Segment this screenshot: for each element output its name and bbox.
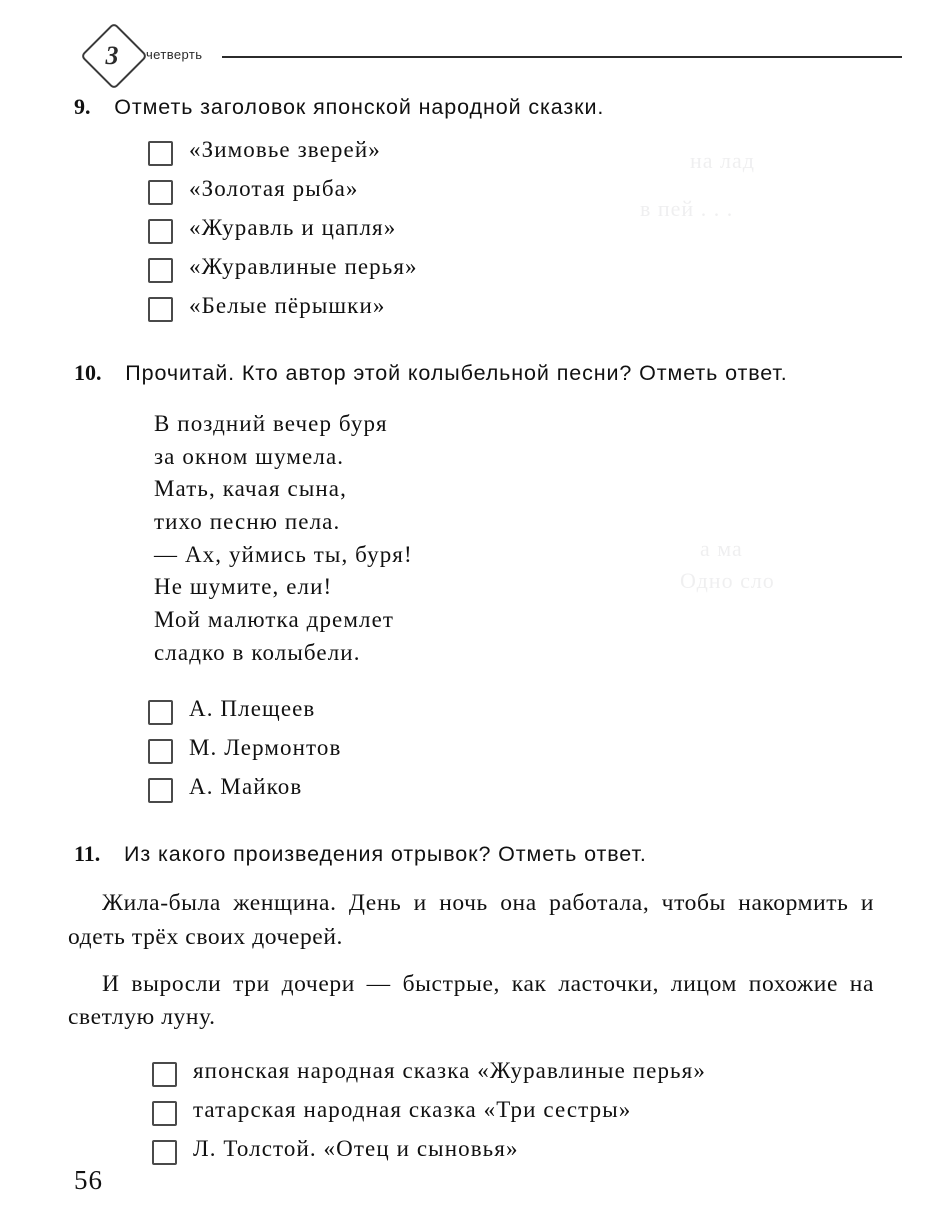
option-label: «Зимовье зверей» bbox=[189, 137, 381, 163]
checkbox-icon[interactable] bbox=[148, 219, 173, 244]
task-9 bbox=[74, 92, 874, 322]
option-label: «Журавлиные перья» bbox=[189, 254, 418, 280]
option-row[interactable] bbox=[148, 773, 874, 803]
task-11 bbox=[68, 839, 874, 1164]
task-10 bbox=[74, 358, 874, 803]
option-label: Л. Толстой. «Отец и сыновья» bbox=[193, 1135, 519, 1161]
task-9-heading bbox=[74, 92, 874, 122]
task-10-options bbox=[148, 695, 874, 803]
option-row[interactable] bbox=[148, 136, 874, 166]
poem-line: за окном шумела. bbox=[154, 443, 345, 469]
quarter-badge bbox=[84, 28, 144, 82]
poem-line: Мать, качая сына, bbox=[154, 476, 347, 502]
task-10-heading bbox=[74, 358, 874, 388]
option-label: татарская народная сказка «Три сестры» bbox=[193, 1096, 632, 1122]
task-11-number: 11. bbox=[74, 841, 101, 867]
task-9-number: 9. bbox=[74, 94, 91, 119]
task-11-paragraph: И выросли три дочери — быстрые, как ласточки, лицом похожие на светлую луну. bbox=[68, 971, 874, 1031]
checkbox-icon[interactable] bbox=[148, 180, 173, 205]
option-row[interactable] bbox=[152, 1096, 874, 1126]
option-label: «Золотая рыба» bbox=[189, 176, 359, 202]
ghost-text: на лад bbox=[690, 148, 755, 173]
quarter-number: 3 bbox=[105, 41, 119, 70]
option-row[interactable] bbox=[148, 292, 874, 322]
task-10-prompt: Прочитай. Кто автор этой колыбельной песни? Отметь ответ. bbox=[125, 361, 788, 386]
task-11-prompt: Из какого произведения отрывок? Отметь ответ. bbox=[124, 842, 647, 867]
checkbox-icon[interactable] bbox=[148, 297, 173, 322]
option-label: японская народная сказка «Журавлиные перья» bbox=[193, 1057, 706, 1083]
option-row[interactable] bbox=[152, 1135, 874, 1165]
poem-line: Не шумите, ели! bbox=[154, 574, 333, 600]
checkbox-icon[interactable] bbox=[148, 778, 173, 803]
task-9-options bbox=[148, 136, 874, 322]
poem-line: — Ах, уймись ты, буря! bbox=[154, 541, 413, 567]
checkbox-icon[interactable] bbox=[152, 1140, 177, 1165]
ghost-text: Одно сло bbox=[680, 568, 775, 593]
task-10-number: 10. bbox=[74, 360, 102, 386]
poem-line: сладко в колыбели. bbox=[154, 639, 361, 665]
checkbox-icon[interactable] bbox=[148, 739, 173, 764]
poem-line: В поздний вечер буря bbox=[154, 411, 388, 437]
poem-line: Мой малютка дремлет bbox=[154, 606, 395, 632]
ghost-text: в пей . . . bbox=[640, 196, 734, 221]
task-11-options bbox=[152, 1057, 874, 1165]
poem-line: тихо песню пела. bbox=[154, 509, 341, 534]
page-header bbox=[84, 28, 902, 82]
checkbox-icon[interactable] bbox=[152, 1101, 177, 1126]
option-row[interactable] bbox=[148, 734, 874, 764]
option-label: М. Лермонтов bbox=[189, 735, 342, 761]
task-9-prompt: Отметь заголовок японской народной сказки. bbox=[114, 95, 605, 119]
option-row[interactable] bbox=[148, 253, 874, 283]
checkbox-icon[interactable] bbox=[148, 700, 173, 725]
ghost-text: а ма bbox=[700, 536, 743, 561]
option-row[interactable] bbox=[148, 214, 874, 244]
header-rule bbox=[222, 56, 902, 58]
checkbox-icon[interactable] bbox=[152, 1062, 177, 1087]
task-10-poem bbox=[154, 408, 874, 669]
option-label: А. Плещеев bbox=[189, 696, 316, 722]
checkbox-icon[interactable] bbox=[148, 141, 173, 166]
option-row[interactable] bbox=[152, 1057, 874, 1087]
option-label: А. Майков bbox=[189, 774, 303, 800]
page-content bbox=[68, 92, 874, 1174]
task-11-heading bbox=[74, 839, 874, 869]
option-row[interactable] bbox=[148, 695, 874, 725]
task-11-paragraph: Жила-была женщина. День и ночь она работала, чтобы накормить и одеть трёх своих дочерей. bbox=[68, 890, 874, 950]
checkbox-icon[interactable] bbox=[148, 258, 173, 283]
option-label: «Белые пёрышки» bbox=[189, 293, 386, 319]
page-number: 56 bbox=[74, 1165, 103, 1195]
option-row[interactable] bbox=[148, 175, 874, 205]
option-label: «Журавль и цапля» bbox=[189, 215, 397, 241]
quarter-label: четверть bbox=[146, 47, 203, 62]
